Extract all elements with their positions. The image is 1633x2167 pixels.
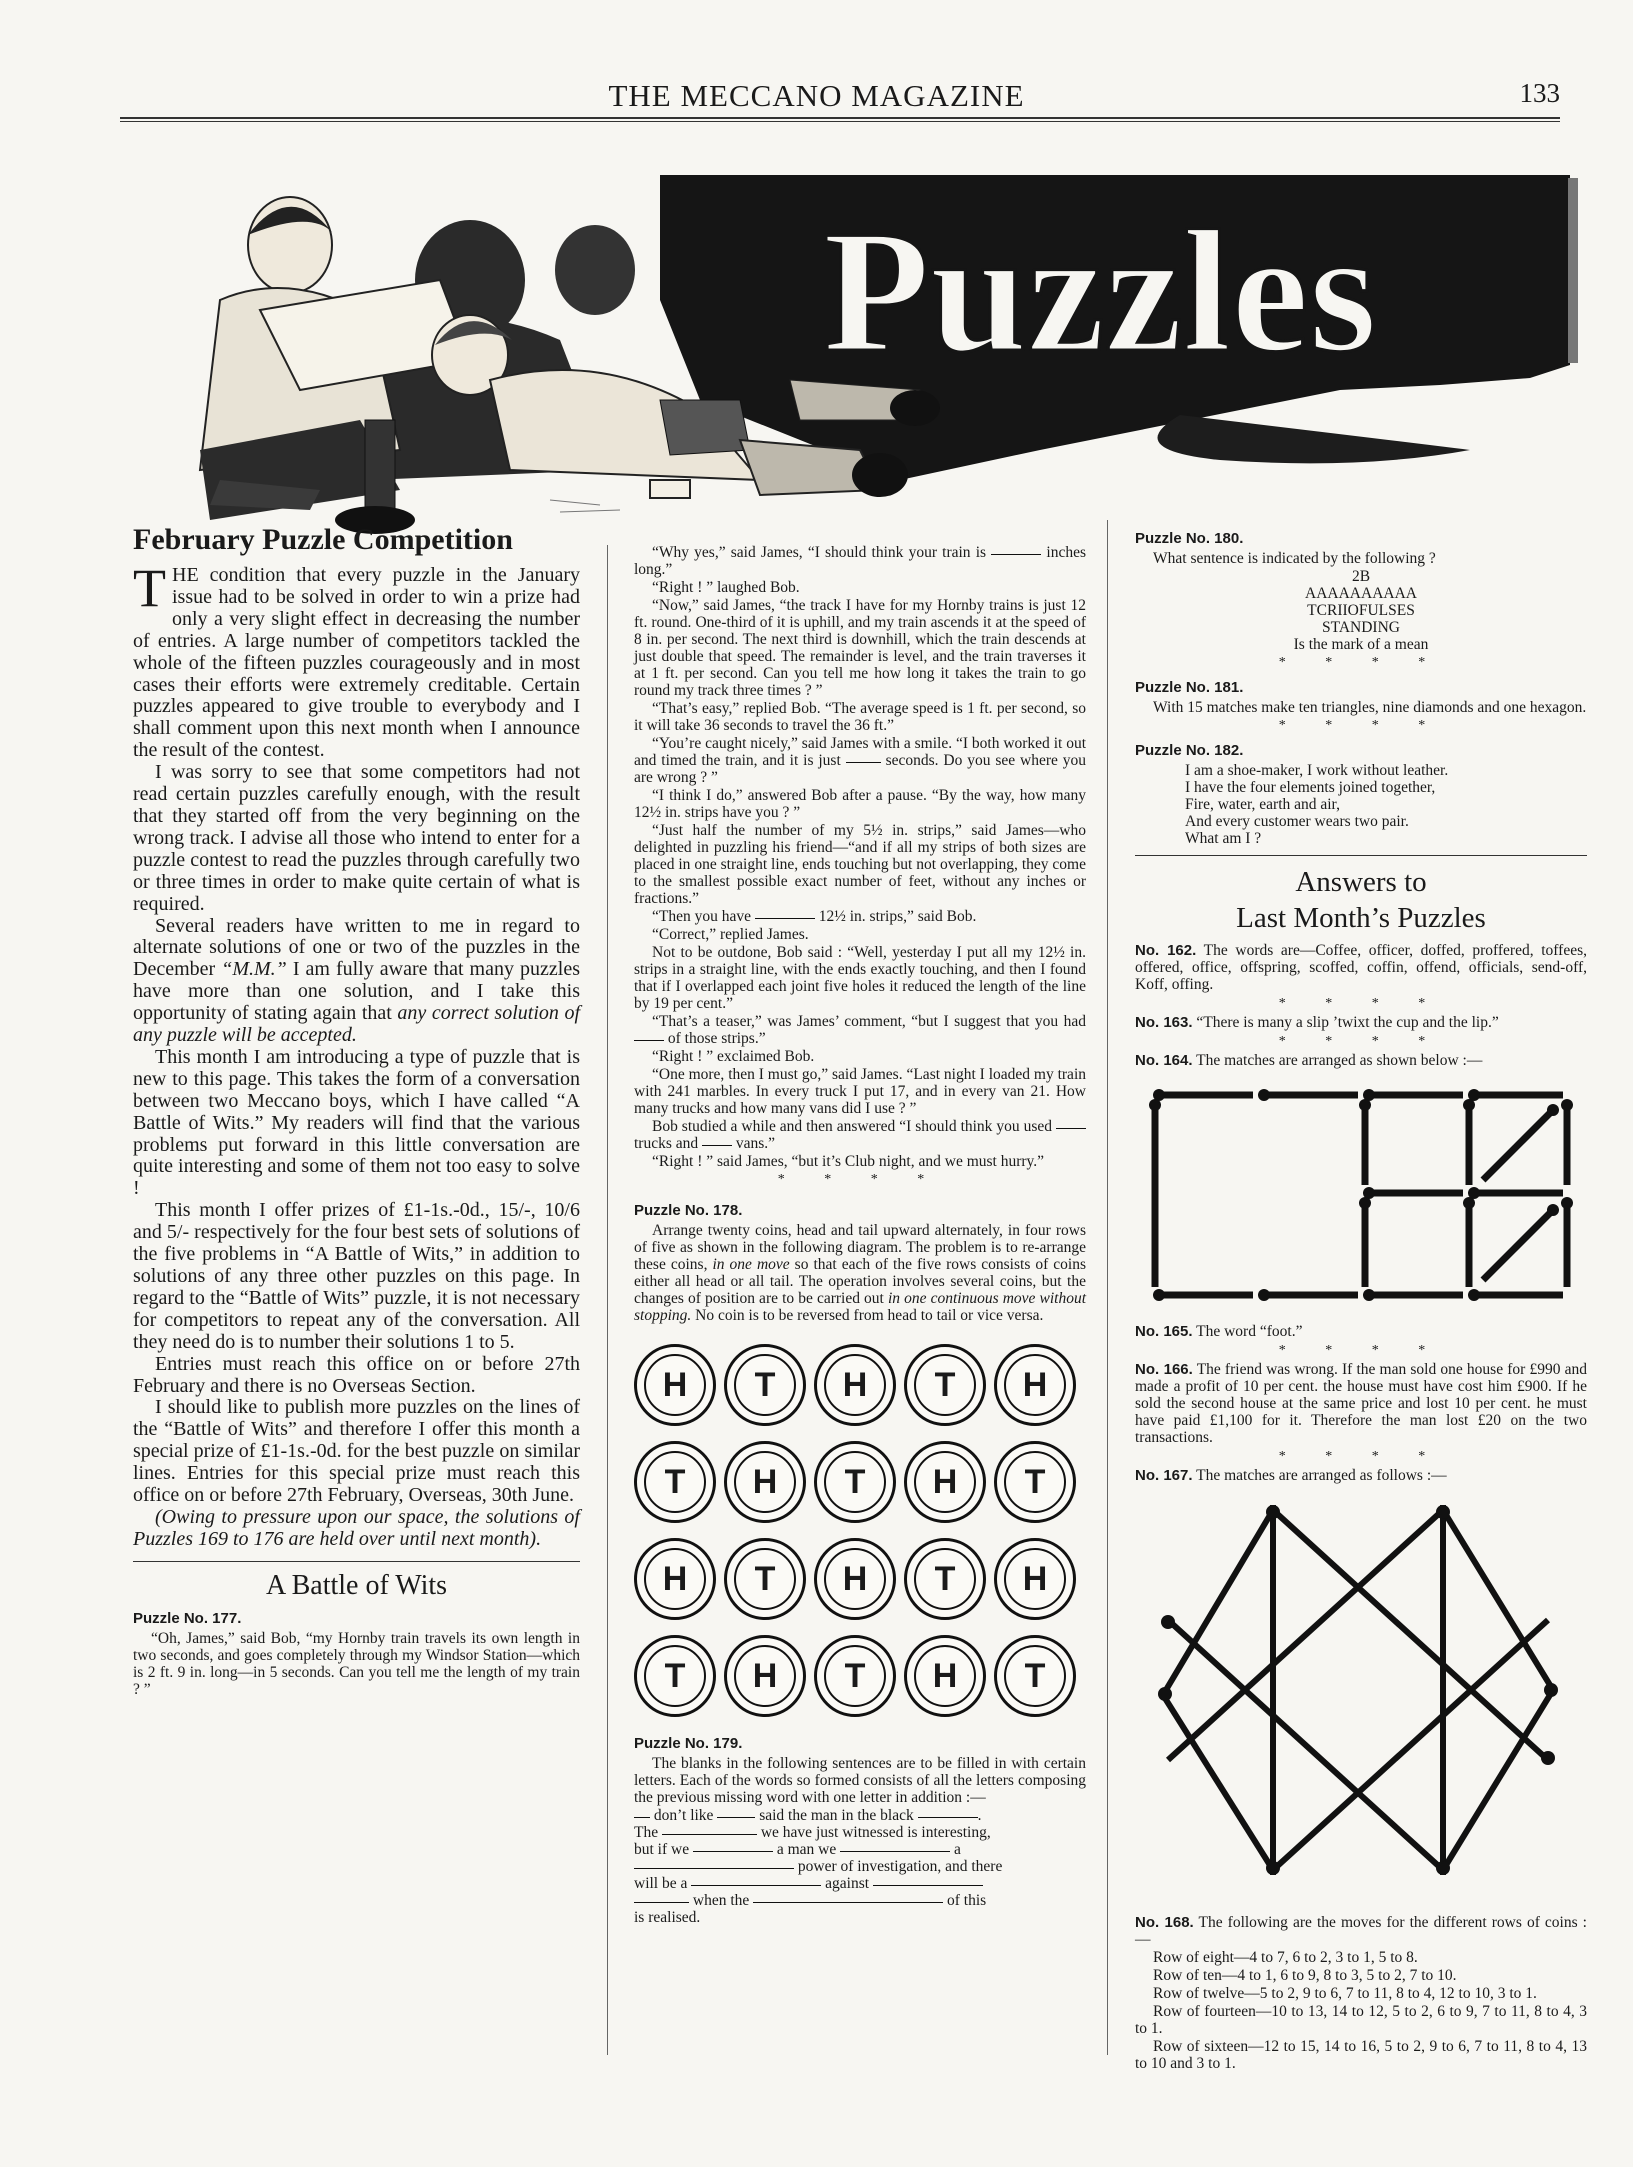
competition-heading: February Puzzle Competition [133,523,513,556]
answer-162: No. 162. The words are—Coffee, officer, doffed, proffered, toffees, offered, office, offspring, scoffed, coffin, offend, officials, send-off, Koff, offing. [1135,942,1587,993]
header-rule-thin [120,121,1560,122]
puzzle-179-text: The blanks in the following sentences are to be filled in with certain letters. Each of the words so formed consists of all the letters composing the previous missing word with one letter in addition :— [634,1755,1086,1806]
column-3: Puzzle No. 180. What sentence is indicated by the following ? 2B AAAAAAAAAA TCRIIOFULSES STANDING Is the mark of a mean * * * * Puzzle No. 181. With 15 matches make ten triangles, nine diamonds and one hexagon. * * * * Puzzle No. 182. I am a shoe-maker, I work without leather. I have the four elements joined together, Fire, water, earth and air, And every customer wears two pair. What am I ? Answers to Last Month’s Puzzles No. 162. The words are—Coffee, officer, doffed, proffered, toffees, offered, office, offspring, scoffed, coffin, offend, officials, send-off, Koff, offing. * * * * No. 163. “There is many a slip ’twixt the cup and the lip.” * * * * No. 164. The matches are arranged as shown below :— No. 165. The word “foot.” * * * * No. 166. The friend was wrong. If the man sold one house for £990 and made a profit of 10 per cent. the house must have cost him £900. If he sold the second house at the same price and lost 10 per cent. he must have paid £1,100 for it. Therefore the man lost £20 on the two transactions. * * * * No. 167. The matches are arranged as follows :— No. 168. The following are the moves for the different rows of coins :— Row of eight—4 to 7, 6 to 2, 3 to 1, 5 to 8. Row of ten—4 to 1, 6 to 9, 8 to 3, 5 to 2, 7 to 10. Row of twelve—5 to 2, 9 to 6, 7 to 11, 8 to 4, 12 to 10, 3 to 1. Row of fourteen—10 to 13, 14 to 12, 5 to 2, 6 to 9, 7 to 11, 8 to 4, 3 to 1. Row of sixteen—12 to 15, 14 to 16, 5 to 2, 9 to 6, 7 to 11, 8 to 4, 13 to 10 and 3 to 1. [1135,530,1587,2072]
dialogue-line: “One more, then I must go,” said James. “Last night I loaded my train with 241 marbles. In every truck I put 17, and in every van 21. How many trucks and how many vans did I use ? ” [634,1066,1086,1117]
coin [904,1441,986,1523]
coin [904,1635,986,1717]
coin [904,1538,986,1620]
dialogue-line: “Right ! ” said James, “but it’s Club night, and we must hurry.” [652,1153,1045,1170]
star-separator: * * * * [1278,655,1444,670]
coin [634,1441,716,1523]
coin [724,1441,806,1523]
puzzle-177-title: Puzzle No. 177. [133,1609,242,1627]
coin-letter: T [824,1645,886,1707]
dialogue-line: “Just half the number of my 5½ in. strips,” said James—who delighted in puzzling his friend—“and if all my strips of both sizes are placed in one straight line, ends touching but not overlapping, they come to the smallest possible exact number of feet, without any inches or fractions.” [634,822,1086,907]
banner-title: Puzzles [823,194,1377,388]
star-separator: * * * * [1278,718,1444,733]
answers-heading: Answers to Last Month’s Puzzles [1236,866,1486,934]
coin [634,1635,716,1717]
coin-letter: T [1004,1451,1066,1513]
coin [904,1344,986,1426]
coin-letter: H [734,1645,796,1707]
puzzle-180-text: What sentence is indicated by the following ? [1153,550,1436,567]
puzzle-179-blanks: don’t like said the man in the black . The we have just witnessed is interesting, but if we a man we a power of investigation, and there will be a against when the of this is realised. [634,1807,1003,1926]
coin-letter: T [914,1354,976,1416]
intro-paragraph [133,558,580,762]
coin [814,1538,896,1620]
dialogue-line: “Right ! ” exclaimed Bob. [652,1048,815,1065]
coin-letter: T [914,1548,976,1610]
coin [994,1344,1076,1426]
answer-168-row: Row of eight—4 to 7, 6 to 2, 3 to 1, 5 to 8. [1153,1949,1418,1966]
puzzles-banner-illustration [140,150,1580,550]
coin-letter: H [1004,1548,1066,1610]
dialogue-line: “That’s easy,” replied Bob. “The average speed is 1 ft. per second, so it will take 36 seconds to travel the 36 ft.” [634,700,1086,734]
answer-168-row: Row of fourteen—10 to 13, 14 to 12, 5 to 2, 6 to 9, 7 to 11, 8 to 4, 3 to 1. [1135,2003,1587,2037]
coin [994,1538,1076,1620]
matches-diagram-164 [1143,1075,1573,1315]
paragraph-3: Several readers have written to me in regard to alternate solutions of one or two of the puzzles in the December “M.M.” I am fully aware that many puzzles have more than one solution, and I take this opportunity of stating again that any correct solution of any puzzle will be accepted. [133,914,580,1047]
paragraph-5: This month I offer prizes of £1-1s.-0d., 15/-, 10/6 and 5/- respectively for the four best sets of solutions of the five problems in “A Battle of Wits,” in addition to solutions of any three other puzzles on this page. In regard to the “Battle of Wits” puzzle, it is not necessary for competitors to repeat any of the conversation. All they need do is to number their solutions 1 to 5. [133,1199,580,1353]
coin [814,1344,896,1426]
puzzle-182-title: Puzzle No. 182. [1135,742,1244,759]
coin [724,1538,806,1620]
coin-letter: H [734,1451,796,1513]
coin-letter: T [734,1548,796,1610]
column-divider-1 [607,545,608,2055]
coin-letter: H [644,1354,706,1416]
dialogue-line: Not to be outdone, Bob said : “Well, yesterday I put all my 12½ in. strips in a straight line, with the ends exactly touching, and then I found that if I overlapped each joint five holes it reduced the length of the line by 19 per cent.” [634,944,1086,1012]
paragraph-7: I should like to publish more puzzles on the lines of the “Battle of Wits” and therefore I offer this month a special prize of £1-1s.-0d. for the best puzzle on similar lines. Entries for this special prize must reach this office on or before 27th February, Overseas, 30th June. [133,1396,580,1507]
answer-168-row: Row of twelve—5 to 2, 9 to 6, 7 to 11, 8 to 4, 12 to 10, 3 to 1. [1153,1985,1537,2002]
puzzle-182-verse: I am a shoe-maker, I work without leather. I have the four elements joined together, Fire, water, earth and air, And every customer wears two pair. What am I ? [1185,762,1449,847]
paragraph-8: (Owing to pressure upon our space, the solutions of Puzzles 169 to 176 are held over until next month). [133,1505,580,1550]
puzzle-181-text: With 15 matches make ten triangles, nine diamonds and one hexagon. [1153,699,1587,716]
puzzle-177-text: “Oh, James,” said Bob, “my Hornby train travels its own length in two seconds, and goes completely through my Windsor Station—which is 2 ft. 9 in. long—in 5 seconds. Can you tell me the length of my train ? ” [133,1629,580,1698]
coin [814,1441,896,1523]
puzzle-179-title: Puzzle No. 179. [634,1735,743,1752]
section-rule [133,1561,580,1562]
dialogue-line: “Now,” said James, “the track I have for my Hornby trains is just 12 ft. round. One-third of it is uphill, and my train ascends it at the speed of 8 in. per second. The next third is downhill, which the train descends at just double that speed. The remainder is level, and the train traverses it at 1 ft. per second. Can you tell me how long it takes the train to go round my track three times ? ” [634,597,1086,699]
paragraph-6: Entries must reach this office on or before 27th February and there is no Overseas Section. [133,1352,580,1397]
coin [994,1635,1076,1717]
coin-letter: H [914,1645,976,1707]
paragraph-2: I was sorry to see that some competitors had not read certain puzzles carefully enough, with the result that they started off from the very beginning on the wrong track. I advise all those who intend to enter for a puzzle contest to read the puzzles through carefully two or three times in order to make quite certain of what is required. [133,761,580,915]
coin-letter: T [644,1451,706,1513]
answer-164: No. 164. The matches are arranged as shown below :— [1135,1052,1483,1069]
coin-letter: H [1004,1354,1066,1416]
battle-heading: A Battle of Wits [265,1569,448,1601]
coin-letter: H [644,1548,706,1610]
dialogue-line: “You’re caught nicely,” said James with a smile. “I both worked it out and timed the train, and it is just seconds. Do you see where you are wrong ? ” [634,735,1087,786]
drop-cap: T [133,558,166,618]
magazine-title: THE MECCANO MAGAZINE [608,78,1025,113]
coin [994,1441,1076,1523]
answer-166: No. 166. The friend was wrong. If the man sold one house for £990 and made a profit of 10 per cent. the house must have cost him £900. If he sold the second house at the same price and lost 10 per cent. he must have paid £1,100 for it. Therefore the man lost £20 on the two transactions. [1135,1361,1587,1446]
column-divider-2 [1107,520,1108,2055]
coin-letter: T [1004,1645,1066,1707]
coin [814,1635,896,1717]
coin [724,1344,806,1426]
dialogue-line: “Then you have 12½ in. strips,” said Bob. [652,908,977,925]
coin-letter: H [824,1354,886,1416]
answer-165: No. 165. The word “foot.” [1135,1323,1303,1340]
coin-letter: T [734,1354,796,1416]
answer-168: No. 168. The following are the moves for the different rows of coins :— [1135,1914,1587,1948]
column-2 [634,544,1086,1926]
section-rule [1135,855,1587,856]
answer-168-row: Row of sixteen—12 to 15, 14 to 16, 5 to 2, 9 to 6, 7 to 11, 8 to 4, 13 to 10 and 3 to 1. [1135,2038,1587,2072]
dialogue-line: “Why yes,” said James, “I should think your train is inches long.” [634,544,1087,578]
dialogue-line: Bob studied a while and then answered “I should think you used trucks and vans.” [634,1118,1086,1152]
dialogue-line: “That’s a teaser,” was James’ comment, “but I suggest that you had of those strips.” [634,1013,1086,1047]
coin-letter: H [914,1451,976,1513]
puzzle-180-title: Puzzle No. 180. [1135,530,1244,547]
star-separator: * * * * [777,1172,943,1187]
paragraph-4: This month I am introducing a type of puzzle that is new to this page. This takes the form of a conversation between two Meccano boys, which I have called “A Battle of Wits.” My readers will find that the various problems put forward in this little conversation are quite interesting and some of them not too easy to solve ! [133,1045,580,1200]
matches-diagram-167 [1143,1490,1573,1890]
puzzle-180-lines: 2B AAAAAAAAAA TCRIIOFULSES STANDING Is the mark of a mean [1293,568,1429,653]
puzzle-181-title: Puzzle No. 181. [1135,679,1244,696]
dialogue-line: “Correct,” replied James. [652,926,809,943]
puzzle-178-title: Puzzle No. 178. [634,1202,743,1219]
header-rule [120,117,1560,119]
column-1 [133,523,580,1699]
coin [634,1344,716,1426]
dialogue-line: “I think I do,” answered Bob after a pause. “By the way, how many 12½ in. strips have you ? ” [634,787,1086,821]
coin-letter: T [824,1451,886,1513]
answer-163: No. 163. “There is many a slip ’twixt the cup and the lip.” [1135,1014,1499,1031]
coin [634,1538,716,1620]
page-number: 133 [1519,78,1560,108]
answer-167: No. 167. The matches are arranged as follows :— [1135,1467,1447,1484]
coin-letter: H [824,1548,886,1610]
coin-diagram [634,1344,1076,1717]
coin [724,1635,806,1717]
dialogue-line: “Right ! ” laughed Bob. [652,579,800,596]
puzzle-178-text: Arrange twenty coins, head and tail upward alternately, in four rows of five as shown in the following diagram. The problem is to re-arrange these coins, in one move so that each of the five rows consists of coins either all head or all tail. The operation involves several coins, but the changes of position are to be carried out in one continuous move without stopping. No coin is to be reversed from head to tail or vice versa. [634,1222,1087,1324]
intro-text: HE condition that every puzzle in the January issue had to be solved in order to win a prize had only a very slight effect in decreasing the number of entries. A large number of competitors tackled the whole of the fifteen puzzles courageously and in most cases their efforts were extremely creditable. Certain puzzles appeared to give trouble to everybody and I shall comment upon this next month when I announce the result of the contest. [133,564,580,762]
coin-letter: T [644,1645,706,1707]
answer-168-row: Row of ten—4 to 1, 6 to 9, 8 to 3, 5 to 2, 7 to 10. [1153,1967,1457,1984]
